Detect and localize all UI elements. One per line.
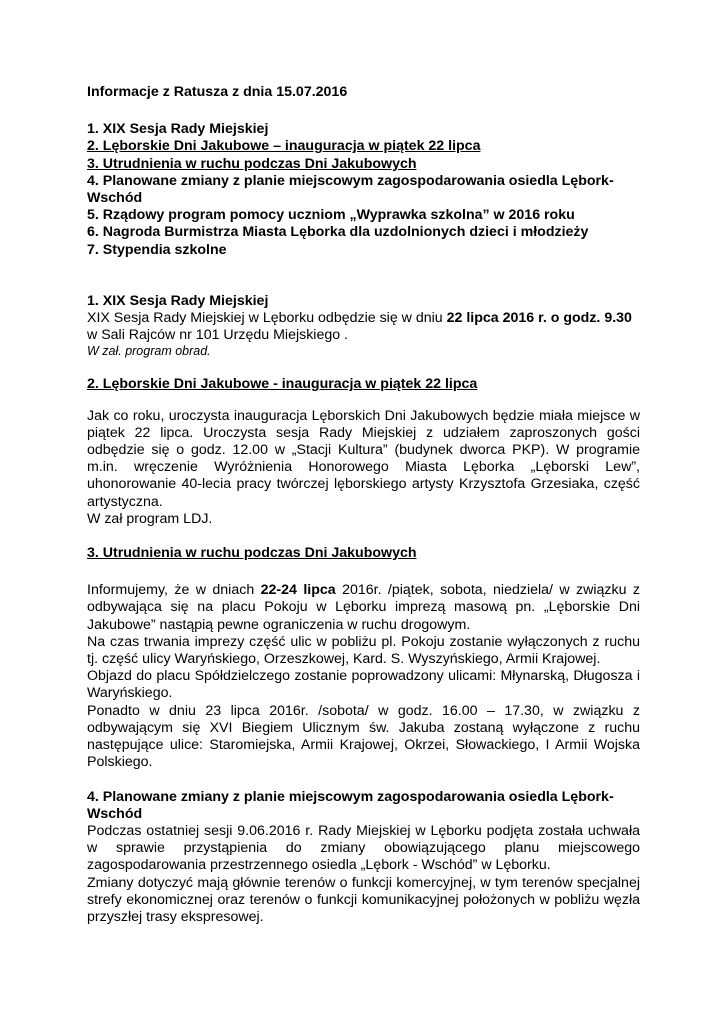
document-page xyxy=(87,84,640,926)
section-3-paragraph-1 xyxy=(87,582,640,634)
section-2 xyxy=(87,376,640,528)
table-of-contents xyxy=(87,121,640,259)
section-4-paragraph-2: Zmiany dotyczyć mają głównie terenów o funkcji komercyjnej, w tym terenów specjalnej strefy ekonomicznej oraz terenów o funkcji komunikacyjnej położonych w pobliżu węzła przyszłej trasy ekspresowej. xyxy=(87,874,640,925)
section-3-paragraph-3: Objazd do placu Spółdzielczego zostanie poprowadzony ulicami: Młynarską, Długosza i Waryńskiego. xyxy=(87,668,640,702)
section-3-paragraph-4: Ponadto w dniu 23 lipca 2016r. /sobota/ w godz. 16.00 – 17.30, w związku z odbywającym się XVI Biegiem Ulicznym św. Jakuba zostaną wyłączone z ruchu następujące ulice: Staromiejska, Armii Krajowej, Okrzei, Słowackiego, I Armii Wojska Polskiego. xyxy=(87,702,640,771)
section-2-heading: 2. Lęborskie Dni Jakubowe - inauguracja w piątek 22 lipca xyxy=(87,376,478,393)
section-1-date: 22 lipca 2016 r. o godz. 9.30 xyxy=(446,310,632,327)
section-1 xyxy=(87,293,640,360)
section-1-text-a: XIX Sesja Rady Miejskiej w Lęborku odbędzie się w dniu xyxy=(87,310,447,327)
toc-item-3[interactable]: 3. Utrudnienia w ruchu podczas Dni Jakubowych xyxy=(87,155,417,172)
toc-item-5: 5. Rządowy program pomocy uczniom „Wyprawka szkolna” w 2016 roku xyxy=(87,207,575,224)
toc-item-1: 1. XIX Sesja Rady Miejskiej xyxy=(87,121,269,138)
section-3-text-b: 2016r. /piątek, sobota, niedziela/ w związku z odbywająca się na placu Pokoju w Lęborku imprezą masową pn. „Lęborskie Dni Jakubowe” nastąpią pewne ograniczenia w ruchu drogowym. xyxy=(87,582,640,633)
section-3-paragraph-2: Na czas trwania imprezy część ulic w pobliżu pl. Pokoju zostanie wyłączonych z ruchu tj. część ulicy Waryńskiego, Orzeszkowej, Kard. S. Wyszyńskiego, Armii Krajowej. xyxy=(87,633,640,668)
toc-item-6: 6. Nagroda Burmistrza Miasta Lęborka dla uzdolnionych dzieci i młodzieży xyxy=(87,224,589,241)
section-4 xyxy=(87,789,640,927)
section-3-heading: 3. Utrudnienia w ruchu podczas Dni Jakubowych xyxy=(87,545,417,562)
section-3-dates: 22-24 lipca xyxy=(260,582,336,599)
section-1-heading: 1. XIX Sesja Rady Miejskiej xyxy=(87,292,269,309)
section-3-text-a: Informujemy, że w dniach xyxy=(87,582,261,599)
page-title: Informacje z Ratusza z dnia 15.07.2016 xyxy=(87,84,348,100)
section-1-attachment-note: W zał. program obrad. xyxy=(87,344,211,359)
section-2-paragraph: Jak co roku, uroczysta inauguracja Lęborskich Dni Jakubowych będzie miała miejsce w piątek 22 lipca. Uroczysta sesja Rady Miejskiej z udziałem zaproszonych gości odbędzie się o godz. 12.00 w „Stacji Kultura” (budynek dworca PKP). W programie m.in. wręczenie Wyróżnienia Honorowego Miasta Lęborka „Lęborski Lew”, uhonorowanie 40-lecia pracy twórczej lęborskiego artysty Krzysztofa Grzesiaka, część artystyczna. xyxy=(87,407,640,510)
section-1-text-b: w Sali Rajców nr 101 Urzędu Miejskiego . xyxy=(87,327,349,344)
toc-item-7: 7. Stypendia szkolne xyxy=(87,241,227,258)
section-1-body xyxy=(87,310,640,344)
section-2-attachment-note: W zał program LDJ. xyxy=(87,510,213,527)
toc-item-4: 4. Planowane zmiany z planie miejscowym zagospodarowania osiedla Lębork-Wschód xyxy=(87,172,614,207)
section-4-paragraph-1: Podczas ostatniej sesji 9.06.2016 r. Rady Miejskiej w Lęborku podjęta została uchwała w sprawie przystąpienia do zmiany obowiązującego planu miejscowego zagospodarowania przestrzennego osiedla „Lębork - Wschód” w Lęborku. xyxy=(87,822,640,874)
section-4-heading: 4. Planowane zmiany z planie miejscowym zagospodarowania osiedla Lębork-Wschód xyxy=(87,788,614,822)
toc-item-2[interactable]: 2. Lęborskie Dni Jakubowe – inauguracja w piątek 22 lipca xyxy=(87,138,481,155)
section-3 xyxy=(87,545,640,771)
